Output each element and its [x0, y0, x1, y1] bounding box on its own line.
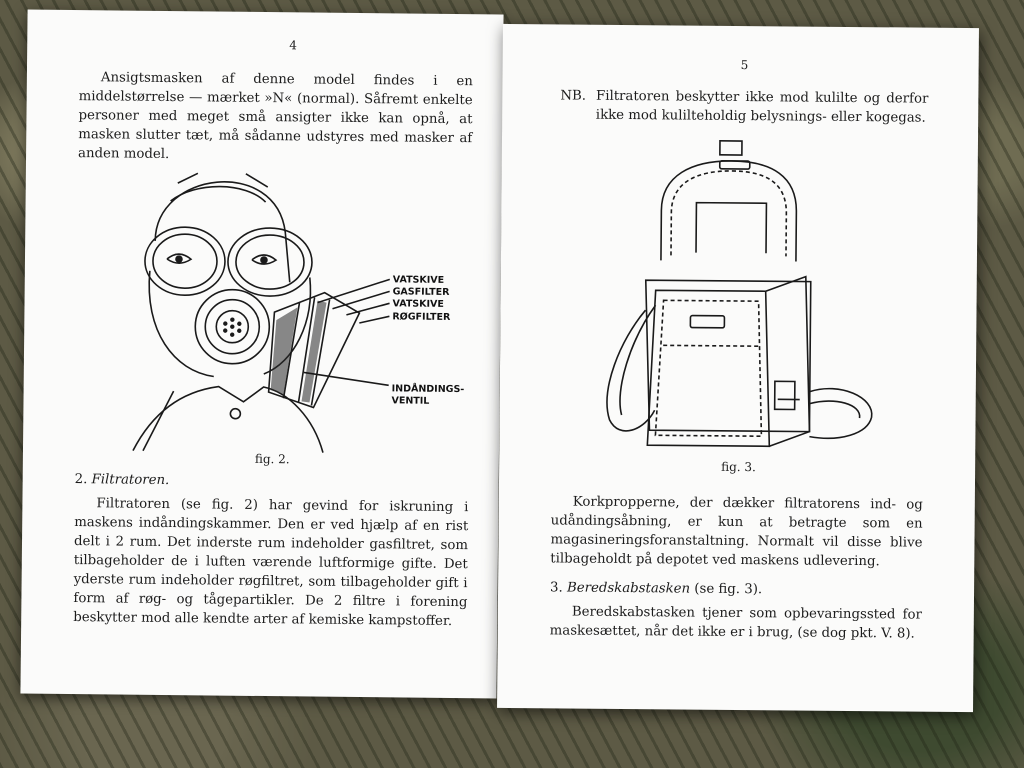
figure-caption: fig. 2.: [254, 451, 290, 467]
label-vatskive-2: VATSKIVE: [392, 298, 444, 310]
section-title: Beredskabstasken: [566, 580, 691, 597]
pouch-illustration: [599, 140, 882, 462]
page-number: 5: [740, 58, 749, 73]
label-indandings: INDÅNDINGS-: [391, 383, 465, 396]
page-number: 4: [289, 38, 297, 53]
nb-row: [560, 86, 928, 127]
label-gasfilter: GASFILTER: [392, 286, 450, 298]
section-text: Beredskabstasken tjener som opbevaringssted for maskesættet, når det ikke er i brug, (se dog pkt. V. 8).: [549, 604, 922, 642]
right-page: [497, 24, 979, 712]
pouch-lid: [661, 160, 797, 261]
intro-paragraph: [78, 68, 473, 167]
section-title: Filtratoren.: [91, 472, 170, 489]
section-number: 2.: [74, 472, 88, 488]
gas-mask-illustration: [113, 160, 476, 454]
mask-hood: [155, 181, 291, 282]
section-number: 3.: [550, 580, 563, 596]
intro-text: Ansigtsmasken af denne model findes i en middelstørrelse — mærket »N« (normal). Såfremt enkelte personer med meget små ansigter ikke kan opnå, at masken slutter tæt, må sådanne udstyres med masker af anden model.: [78, 70, 473, 163]
label-rogfilter: RØGFILTER: [392, 311, 451, 323]
figure-caption: fig. 3.: [721, 459, 756, 475]
label-ventil: VENTIL: [391, 395, 430, 407]
label-vatskive-1: VATSKIVE: [392, 274, 445, 286]
cork-paragraph: [550, 492, 923, 571]
section-paragraph: [73, 494, 468, 631]
left-page: [20, 10, 503, 699]
pouch-front: [647, 290, 770, 446]
section-title-suffix: (se fig. 3).: [694, 581, 763, 598]
nb-paragraph: [560, 86, 928, 127]
nb-label: NB.: [560, 88, 587, 104]
cork-text: Korkpropperne, der dækker filtratorens ind- og udåndingsåbning, er kun at betragte som en magasineringsforanstaltning. Normalt vil disse blive tilbageholdt på depotet ved maskens udlevering.: [550, 494, 923, 570]
filter-canister: [268, 292, 359, 408]
nb-text: Filtratoren beskytter ikke mod kulilte og derfor ikke mod kulilteholdig belysnings- eller kogegas.: [595, 88, 929, 126]
left-eyepiece: [145, 227, 226, 296]
section-paragraph: [550, 602, 922, 643]
right-eyepiece: [228, 228, 313, 297]
section-text: Filtratoren (se fig. 2) har gevind for iskruning i maskens indåndingskammer. Den er ved hjælp af en rist delt i 2 rum. Det inderste rum indeholder gasfiltret, som tilbageholder de i luften værende luftformige gifte. Det yderste rum indeholder røgfiltret, som tilbageholder gift i form af røg- og tågepartikler. De 2 filtre i forening beskytter mod alle kendte arter af kemiske kampstoffer.: [73, 496, 469, 630]
section-heading: [550, 580, 762, 597]
section-heading: [75, 472, 170, 488]
